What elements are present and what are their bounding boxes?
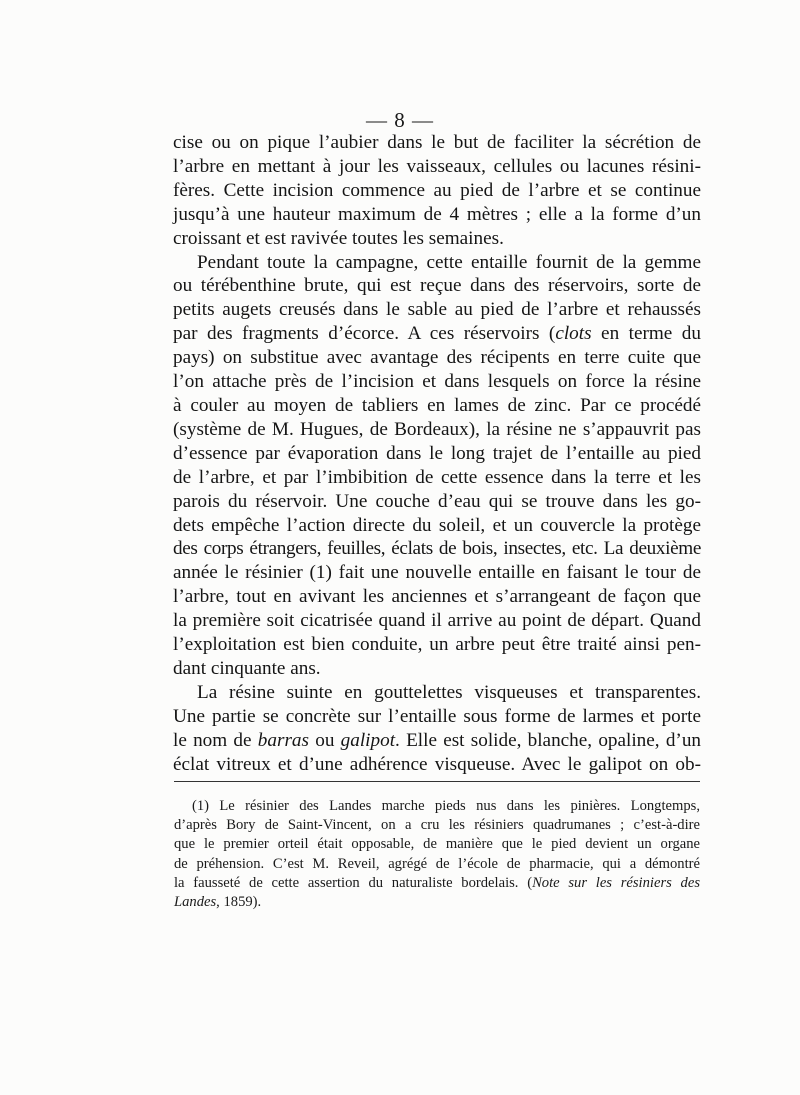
text-line: jusqu’à une hauteur maximum de 4 mètres ; elle a la forme d’un <box>173 203 701 225</box>
text-line: pays) on substitue avec avantage des récipents en terre cuite que <box>173 347 701 369</box>
text-line: Une partie se concrète sur l’entaille sous forme de larmes et porte <box>173 705 701 727</box>
text-line: année le résinier (1) fait une nouvelle entaille en faisant le tour de <box>173 562 701 584</box>
footnote-line <box>174 874 700 893</box>
italic-term-galipot: galipot <box>340 729 396 751</box>
footnote-line <box>174 893 700 912</box>
text-line: fères. Cette incision commence au pied de l’arbre et se continue <box>173 179 701 201</box>
text-line: dant cinquante ans. <box>173 657 321 679</box>
text-line <box>173 322 701 346</box>
text-line: La résine suinte en gouttelettes visqueuses et transparentes. <box>197 681 701 703</box>
text-line: cise ou on pique l’aubier dans le but de faciliter la sécrétion de <box>173 132 701 153</box>
text-line: l’exploitation est bien conduite, un arbre peut être traité ainsi pen- <box>173 634 701 656</box>
text-segment: par des fragments d’écorce. A ces réservoirs ( <box>173 323 556 345</box>
text-line: l’on attache près de l’incision et dans lesquels on force la résine <box>173 371 701 393</box>
italic-term-barras: barras <box>257 729 309 751</box>
text-line: croissant et est ravivée toutes les semaines. <box>173 227 504 249</box>
text-line: dets empêche l’action directe du soleil, et un couvercle la protège <box>173 514 701 536</box>
text-line: l’arbre, tout en avivant les anciennes et s’arrangeant de façon que <box>173 586 701 608</box>
text-line: la première soit cicatrisée quand il arrive au point de départ. Quand <box>173 610 701 632</box>
text-line: parois du réservoir. Une couche d’eau qui se trouve dans les go- <box>173 490 701 512</box>
text-line: Pendant toute la campagne, cette entaille fournit de la gemme <box>197 251 701 273</box>
italic-citation: Landes <box>174 894 217 911</box>
text-line: ou térébenthine brute, qui est reçue dans des réservoirs, sorte de <box>173 275 701 297</box>
footnote <box>174 797 700 912</box>
footnote-line: de préhension. C’est M. Reveil, agrégé de l’école de pharmacie, qui a démontré <box>174 855 700 872</box>
text-line: des corps étrangers, feuilles, éclats de bois, insectes, etc. La deuxième <box>173 538 701 560</box>
footnote-line: que le premier orteil était opposable, de manière que le pied devient un organe <box>174 836 700 853</box>
text-line: petits augets creusés dans le sable au pied de l’arbre et rehaussés <box>173 299 701 321</box>
text-line <box>173 729 701 753</box>
italic-term-clots: clots <box>555 323 592 345</box>
text-line: éclat vitreux et d’une adhérence visqueuse. Avec le galipot on ob- <box>173 753 701 775</box>
text-segment: le nom de <box>173 729 258 751</box>
text-line: (système de M. Hugues, de Bordeaux), la résine ne s’appauvrit pas <box>173 418 701 440</box>
text-line: à couler au moyen de tabliers en lames de zinc. Par ce procédé <box>173 394 701 416</box>
footnote-divider <box>174 781 700 782</box>
italic-citation: Note sur les résiniers des <box>532 874 700 891</box>
text-segment: en terme du <box>591 323 701 345</box>
text-segment: , 1859). <box>216 894 262 911</box>
footnote-line: (1) Le résinier des Landes marche pieds nus dans les pinières. Longtemps, <box>192 798 700 814</box>
text-line: l’arbre en mettant à jour les vaisseaux, cellules ou lacunes résini- <box>173 155 701 177</box>
footnote-line: d’après Bory de Saint-Vincent, on a cru les résiniers quadrumanes ; c’est-à-dire <box>174 817 700 834</box>
text-line: d’essence par évaporation dans le long trajet de l’entaille au pied <box>173 442 701 464</box>
text-segment: la fausseté de cette assertion du naturaliste bordelais. ( <box>174 874 533 891</box>
text-segment: ou <box>308 729 341 751</box>
text-segment: . Elle est solide, blanche, opaline, d’un <box>395 729 702 751</box>
page-number: — 8 — <box>366 108 434 132</box>
text-line: de l’arbre, et par l’imbibition de cette essence dans la terre et les <box>173 466 701 488</box>
main-text <box>173 131 701 776</box>
